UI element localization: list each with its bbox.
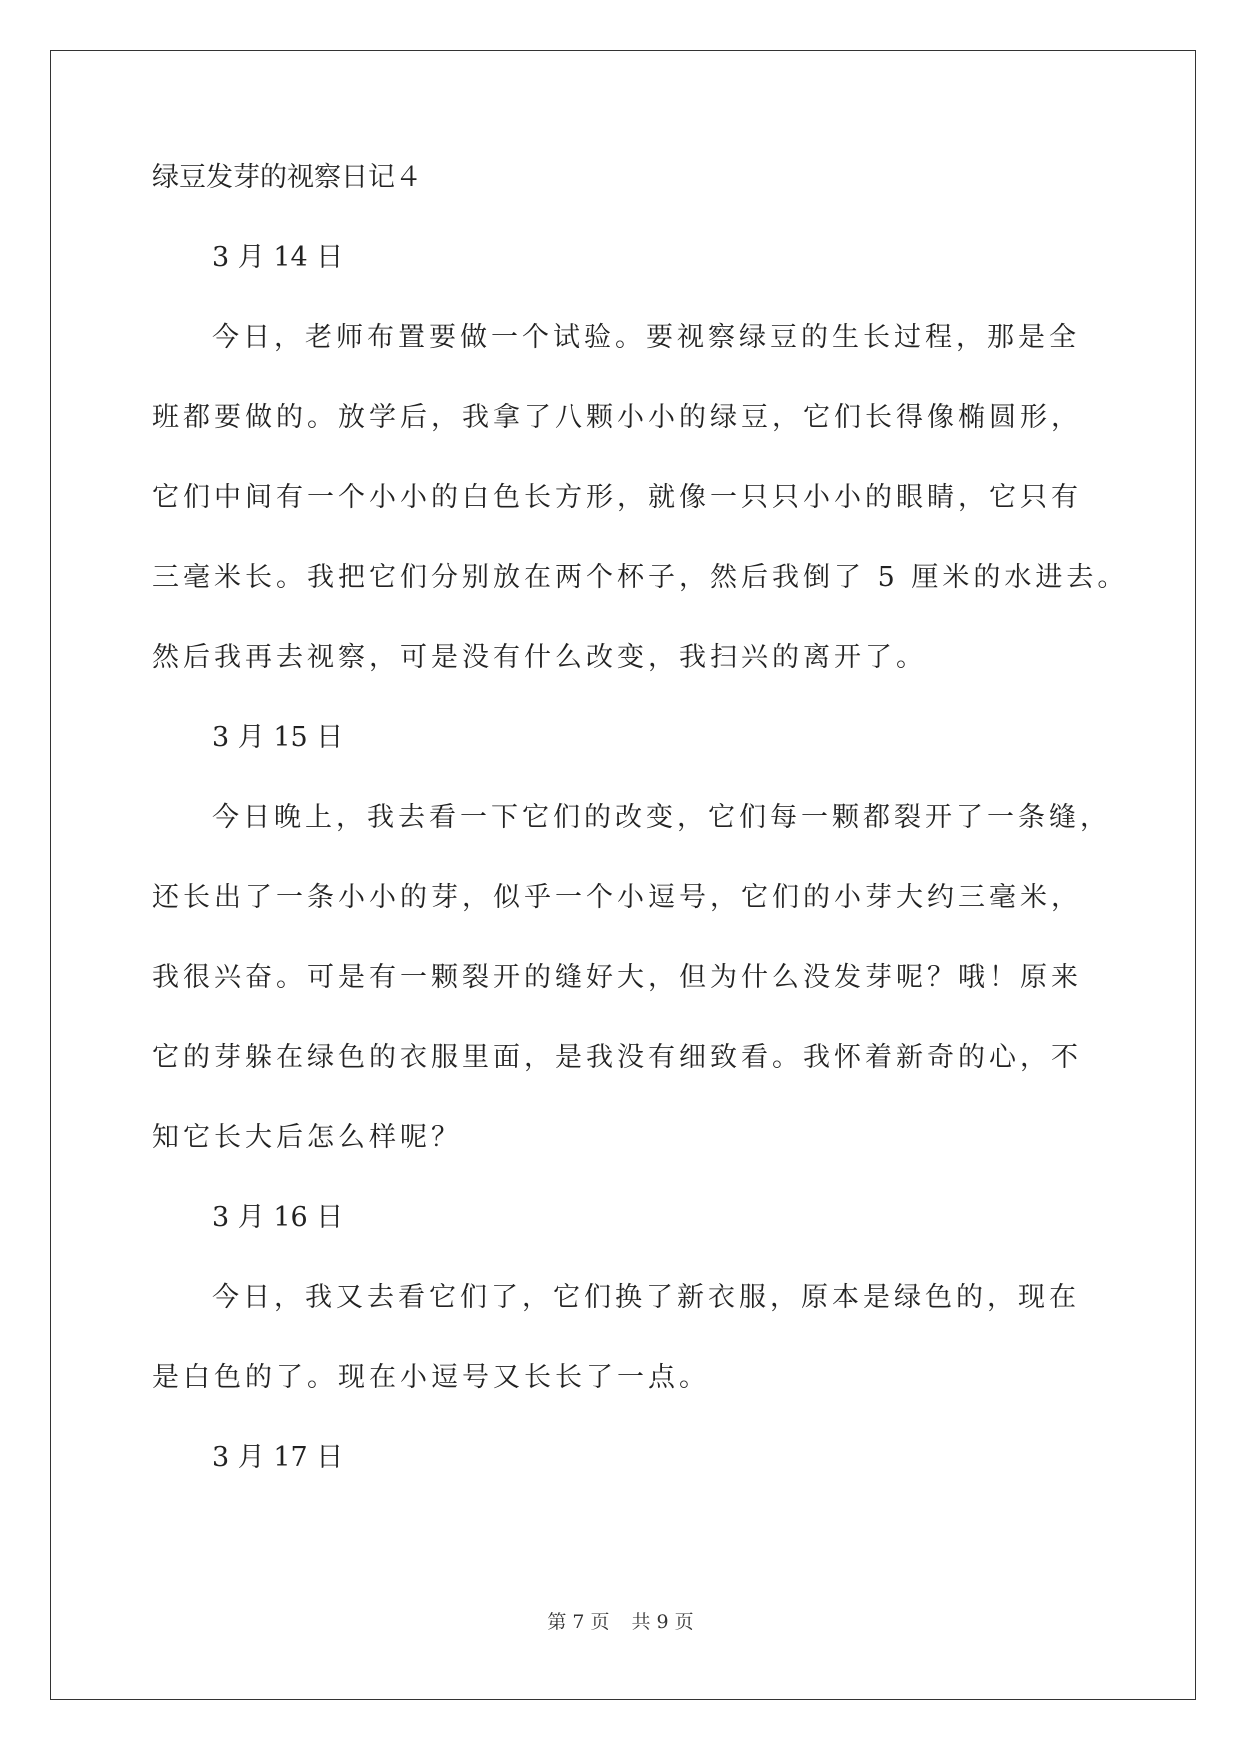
entry-date: 3 月 17 日	[212, 1442, 344, 1473]
total-pages-label: 共 9 页	[631, 1611, 694, 1633]
paragraph-line: 班都要做的。放学后，我拿了八颗小小的绿豆，它们长得像椭圆形，	[152, 402, 1082, 433]
entry-paragraph	[152, 1280, 1112, 1396]
entry-paragraph	[152, 800, 1112, 1156]
entry-date: 3 月 15 日	[212, 722, 344, 753]
document-title: 绿豆发芽的视察日记４	[152, 162, 422, 193]
paragraph-line: 还长出了一条小小的芽，似乎一个小逗号，它们的小芽大约三毫米，	[152, 882, 1082, 913]
paragraph-line: 三毫米长。我把它们分别放在两个杯子，然后我倒了 5 厘米的水进去。	[152, 562, 1129, 593]
paragraph-line: 它们中间有一个小小的白色长方形，就像一只只小小的眼睛，它只有	[152, 482, 1082, 513]
entry-date: 3 月 16 日	[212, 1202, 344, 1233]
paragraph-line: 今日，我又去看它们了，它们换了新衣服，原本是绿色的，现在	[212, 1282, 1080, 1313]
entry-paragraph	[152, 320, 1129, 676]
entry-date: 3 月 14 日	[212, 242, 344, 273]
paragraph-line: 然后我再去视察，可是没有什么改变，我扫兴的离开了。	[152, 642, 927, 673]
paragraph-line: 知它长大后怎么样呢？	[152, 1122, 462, 1153]
page-footer	[0, 1610, 1241, 1634]
paragraph-line: 它的芽躲在绿色的衣服里面，是我没有细致看。我怀着新奇的心，不	[152, 1042, 1082, 1073]
current-page-label: 第 7 页	[547, 1611, 610, 1633]
paragraph-line: 今日晚上，我去看一下它们的改变，它们每一颗都裂开了一条缝，	[212, 802, 1111, 833]
document-body	[152, 160, 1129, 1520]
paragraph-line: 是白色的了。现在小逗号又长长了一点。	[152, 1362, 710, 1393]
paragraph-line: 今日，老师布置要做一个试验。要视察绿豆的生长过程，那是全	[212, 322, 1080, 353]
paragraph-line: 我很兴奋。可是有一颗裂开的缝好大，但为什么没发芽呢？哦！原来	[152, 962, 1082, 993]
